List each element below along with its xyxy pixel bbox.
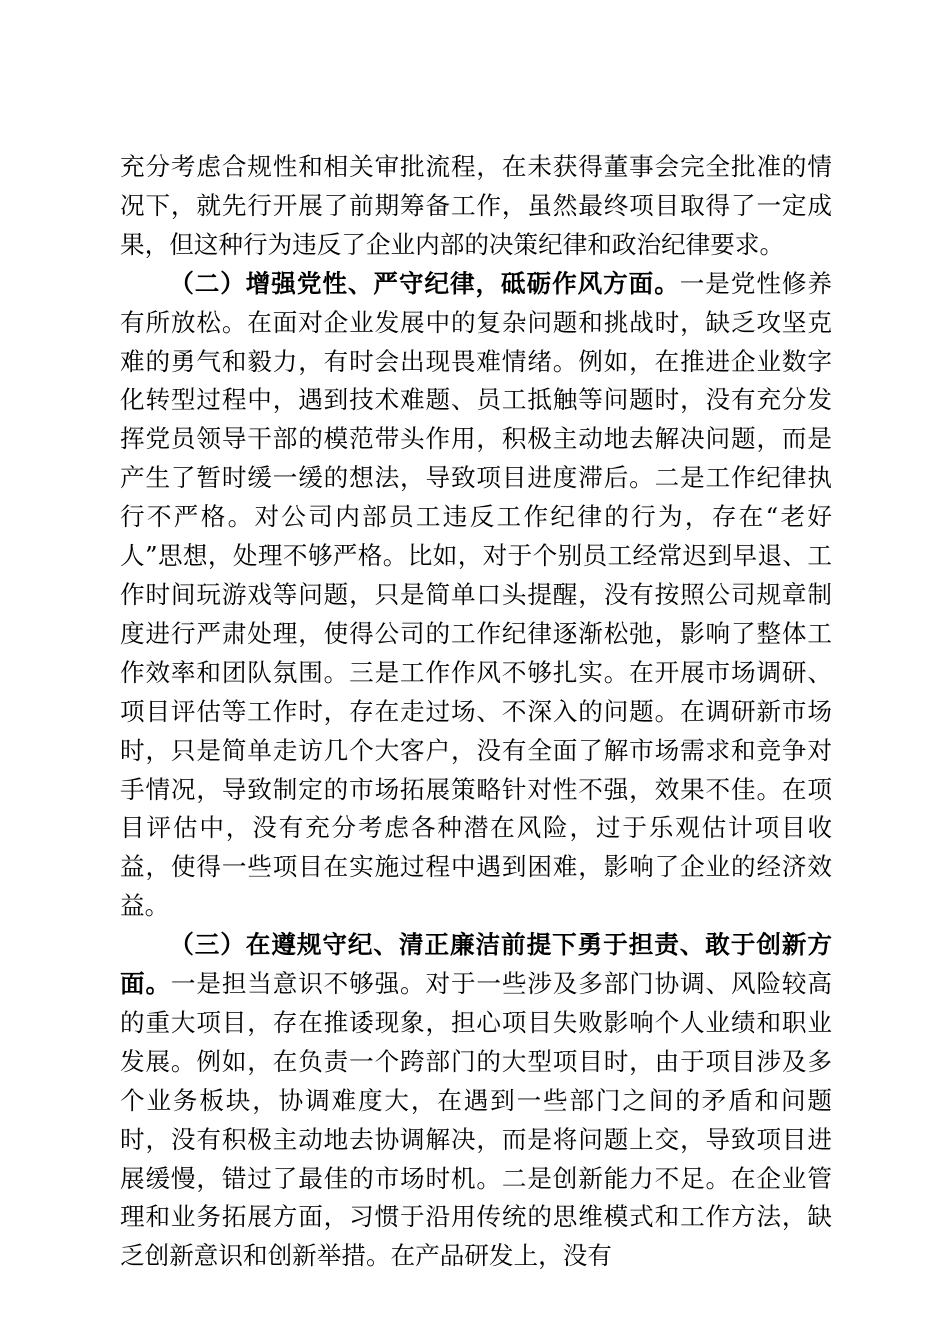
- paragraph-continuation-text: 充分考虑合规性和相关审批流程，在未获得董事会完全批准的情况下，就先行开展了前期筹备工作，虽然最终项目取得了一定成果，但这种行为违反了企业内部的决策纪律和政治纪律要求。: [120, 152, 832, 259]
- section-two-heading: （二）增强党性、严守纪律，砥砺作风方面。: [169, 268, 680, 298]
- section-two-body: 一是党性修养有所放松。在面对企业发展中的复杂问题和挑战时，缺乏攻坚克难的勇气和毅力，有时会出现畏难情绪。例如，在推进企业数字化转型过程中，遇到技术难题、员工抵触等问题时，没有充分发挥党员领导干部的模范带头作用，积极主动地去解决问题，而是产生了暂时缓一缓的想法，导致项目进度滞后。二是工作纪律执行不严格。对公司内部员工违反工作纪律的行为，存在“老好人”思想，处理不够严格。比如，对于个别员工经常迟到早退、工作时间玩游戏等问题，只是简单口头提醒，没有按照公司规章制度进行严肃处理，使得公司的工作纪律逐渐松弛，影响了整体工作效率和团队氛围。三是工作作风不够扎实。在开展市场调研、项目评估等工作时，存在走过场、不深入的问题。在调研新市场时，只是简单走访几个大客户，没有全面了解市场需求和竞争对手情况，导致制定的市场拓展策略针对性不强，效果不佳。在项目评估中，没有充分考虑各种潜在风险，过于乐观估计项目收益，使得一些项目在实施过程中遇到困难，影响了企业的经济效益。: [120, 268, 832, 921]
- paragraph-continuation: [120, 148, 832, 265]
- document-page: [120, 148, 832, 1276]
- section-three-body: 一是担当意识不够强。对于一些涉及多部门协调、风险较高的重大项目，存在推诿现象，担心项目失败影响个人业绩和职业发展。例如，在负责一个跨部门的大型项目时，由于项目涉及多个业务板块，协调难度大，在遇到一些部门之间的矛盾和问题时，没有积极主动地去协调解决，而是将问题上交，导致项目进展缓慢，错过了最佳的市场时机。二是创新能力不足。在企业管理和业务拓展方面，习惯于沿用传统的思维模式和工作方法，缺乏创新意识和创新举措。在产品研发上，没有: [120, 969, 832, 1271]
- paragraph-section-three: [120, 926, 832, 1276]
- paragraph-section-two: [120, 265, 832, 926]
- section-three-heading: （三）在遵规守纪、清正廉洁前提下勇于担责、敢于创新方面。: [120, 930, 832, 999]
